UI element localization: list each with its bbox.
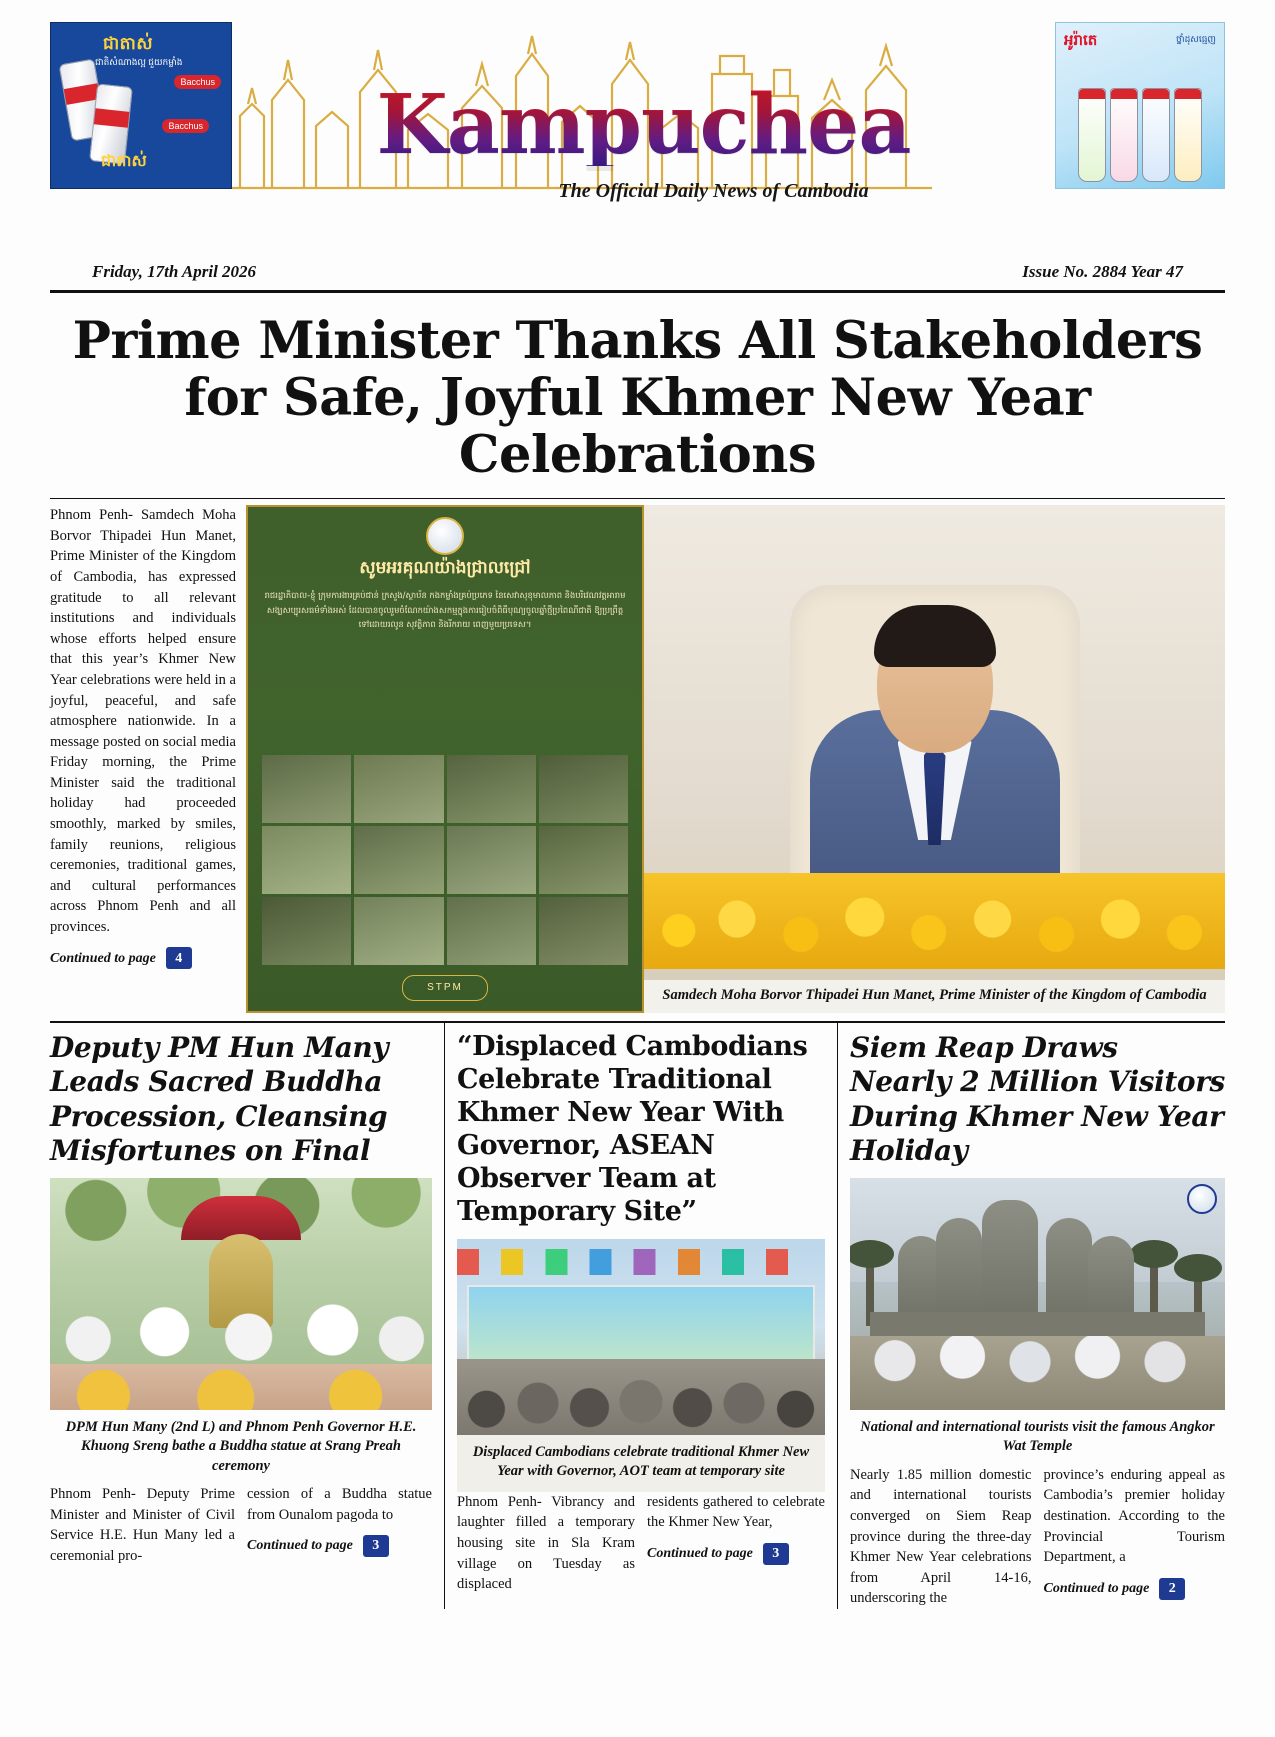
story-1-body-left: Phnom Penh- Deputy Prime Minister and Minister of Civil Service H.E. Hun Many led a ceremonial pro- (50, 1486, 235, 1564)
story-3-continued[interactable] (1044, 1578, 1226, 1600)
ad-left-khmer-top: ជាតាស់ (103, 34, 154, 53)
ad-left-brand-badge-2: Bacchus (162, 119, 209, 133)
story-1-photo (50, 1178, 432, 1410)
ad-left-khmer-sub: ជាតិសំណាងល្អ ជួយកម្លាំង (95, 57, 183, 67)
masthead (50, 0, 1225, 262)
poster-title: សូមអរគុណយ៉ាងជ្រាលជ្រៅ (359, 558, 531, 579)
newspaper-watermark-icon (1187, 1184, 1217, 1214)
story-3-caption: National and international tourists visit the famous Angkor Wat Temple (860, 1418, 1215, 1455)
story-1-body-right: cession of a Buddha statue from Ounalom pagoda to (247, 1486, 432, 1523)
story-1-continued[interactable] (247, 1535, 432, 1557)
story-2-photo (457, 1239, 825, 1435)
toothpaste-tube-icon (1110, 88, 1138, 182)
story-3-headline[interactable]: Siem Reap Draws Nearly 2 Million Visitors During Khmer New Year Holiday (850, 1031, 1225, 1167)
ad-right-brand: អូរ៉ាតេ (1064, 33, 1098, 49)
lead-article-body: Phnom Penh- Samdech Moha Borvor Thipadei Hun Manet, Prime Minister of the Kingdom of Cambodia, has expressed gratitude to all relevant institutions and individuals whose efforts helped ensure that this year’s Khmer New Year celebrations were held in a joyful, peaceful, and safe atmosphere nationwide. In a message posted on social media Friday morning, the Prime Minister said the traditional holiday had proceeded smoothly, marked by smiles, family reunions, religious ceremonies, traditional games, and cultural performances across Phnom Penh and all provinces. (50, 507, 236, 935)
story-column-3 (838, 1023, 1225, 1609)
story-3-body-right: province’s enduring appeal as Cambodia’s premier holiday destination. According to the Provincial Tourism Department, a (1043, 1466, 1225, 1566)
story-2-caption: Displaced Cambodians celebrate traditional Khmer New Year with Governor, AOT team at temporary site (457, 1435, 825, 1492)
advertisement-right-toothpaste[interactable] (1055, 22, 1225, 189)
story-2-body-left: Phnom Penh- Vibrancy and laughter filled a temporary housing site in Sla Kram village on Tuesday as displaced (457, 1493, 635, 1593)
royal-emblem-icon (426, 517, 464, 555)
prime-minister-photo (644, 505, 1225, 1013)
story-2-headline[interactable]: “Displaced Cambodians Celebrate Traditional Khmer New Year With Governor, ASEAN Observer Team at Temporary Site” (457, 1031, 808, 1228)
secondary-stories (50, 1021, 1225, 1609)
masthead-title-area (232, 22, 1055, 222)
lead-continued[interactable] (50, 947, 236, 969)
story-2-body (457, 1492, 825, 1595)
story-2-continued[interactable] (647, 1543, 825, 1565)
poster-stamp: STPM (402, 975, 488, 1001)
ad-right-khmer-text: ថ្នាំដុសធ្មេញ (1176, 34, 1216, 44)
story-3-continued-label: Continued to page (1043, 1580, 1150, 1596)
lead-article (50, 498, 1225, 1013)
toothpaste-tube-icon (1142, 88, 1170, 182)
story-1-continued-label: Continued to page (247, 1538, 353, 1554)
story-1-headline[interactable]: Deputy PM Hun Many Leads Sacred Buddha Procession, Cleansing Misfortunes on Final (50, 1031, 389, 1167)
story-3-continued-page-badge[interactable]: 2 (1159, 1578, 1185, 1600)
story-column-1 (50, 1023, 444, 1609)
story-1-body (50, 1484, 432, 1566)
publication-date: Friday, 17th April 2026 (92, 262, 257, 281)
story-2-body-right: residents gathered to celebrate the Khmer New Year, (647, 1493, 825, 1531)
lead-continued-page-badge[interactable]: 4 (166, 947, 192, 969)
date-issue-bar (50, 262, 1225, 290)
toothpaste-tube-icon (1078, 88, 1106, 182)
story-3-photo (850, 1178, 1225, 1410)
poster-photo-grid (262, 755, 628, 965)
story-2-continued-page-badge[interactable]: 3 (763, 1543, 789, 1565)
masthead-tagline: The Official Daily News of Cambodia (558, 180, 869, 202)
poster-text: រាជរដ្ឋាភិបាល-ខ្ញុំ ក្រុមការងារគ្រប់ជាន់ ក្រសួង/ស្ថាប័ន កងកម្លាំងគ្រប់ប្រភេទ នៃសេវាសុខុមាលភាព និងបរិវេណវត្តអារាមសង្ឃសប្បុរសធម៌ទាំងអស់ ដែលបានចូលរួមចំណែកយ៉ាងសកម្មក្នុងការរៀបចំពិធីបុណ្យចូលឆ្នាំថ្មីប្រពៃណីជាតិ ឱ្យប្រព្រឹត្តទៅដោយរលូន សុវត្ថិភាព និងរីករាយ ពេញមួយប្រទេស។ (264, 590, 626, 630)
story-3-body (850, 1465, 1225, 1609)
toothpaste-tube-icon (1174, 88, 1202, 182)
story-column-2 (444, 1023, 838, 1609)
thank-you-poster-image (246, 505, 644, 1013)
lead-figures (246, 505, 1225, 1013)
hair-shape (874, 605, 996, 667)
page-title: Kampuchea (232, 84, 1055, 166)
ad-left-khmer-bottom: ជាតាស់ (101, 153, 147, 170)
lead-photo-caption: Samdech Moha Borvor Thipadei Hun Manet, Prime Minister of the Kingdom of Cambodia (644, 980, 1225, 1014)
ad-left-brand-badge: Bacchus (174, 75, 221, 89)
advertisement-left-bacchus[interactable] (50, 22, 232, 189)
story-2-continued-label: Continued to page (647, 1546, 753, 1562)
lead-headline[interactable]: Prime Minister Thanks All Stakeholders for Safe, Joyful Khmer New Year Celebrations (72, 311, 1203, 486)
lead-continued-label: Continued to page (50, 950, 156, 966)
lead-article-text-column (50, 505, 246, 1013)
story-1-caption: DPM Hun Many (2nd L) and Phnom Penh Governor H.E. Khuong Sreng bathe a Buddha statue at Srang Preah ceremony (65, 1418, 417, 1474)
issue-number: Issue No. 2884 Year 47 (1022, 262, 1183, 281)
story-3-body-left: Nearly 1.85 million domestic and international tourists converged on Siem Reap province during the three-day Khmer New Year celebrations from April 14-16, underscoring the (850, 1466, 1032, 1607)
story-1-continued-page-badge[interactable]: 3 (363, 1535, 389, 1557)
flower-arrangement (644, 873, 1225, 969)
